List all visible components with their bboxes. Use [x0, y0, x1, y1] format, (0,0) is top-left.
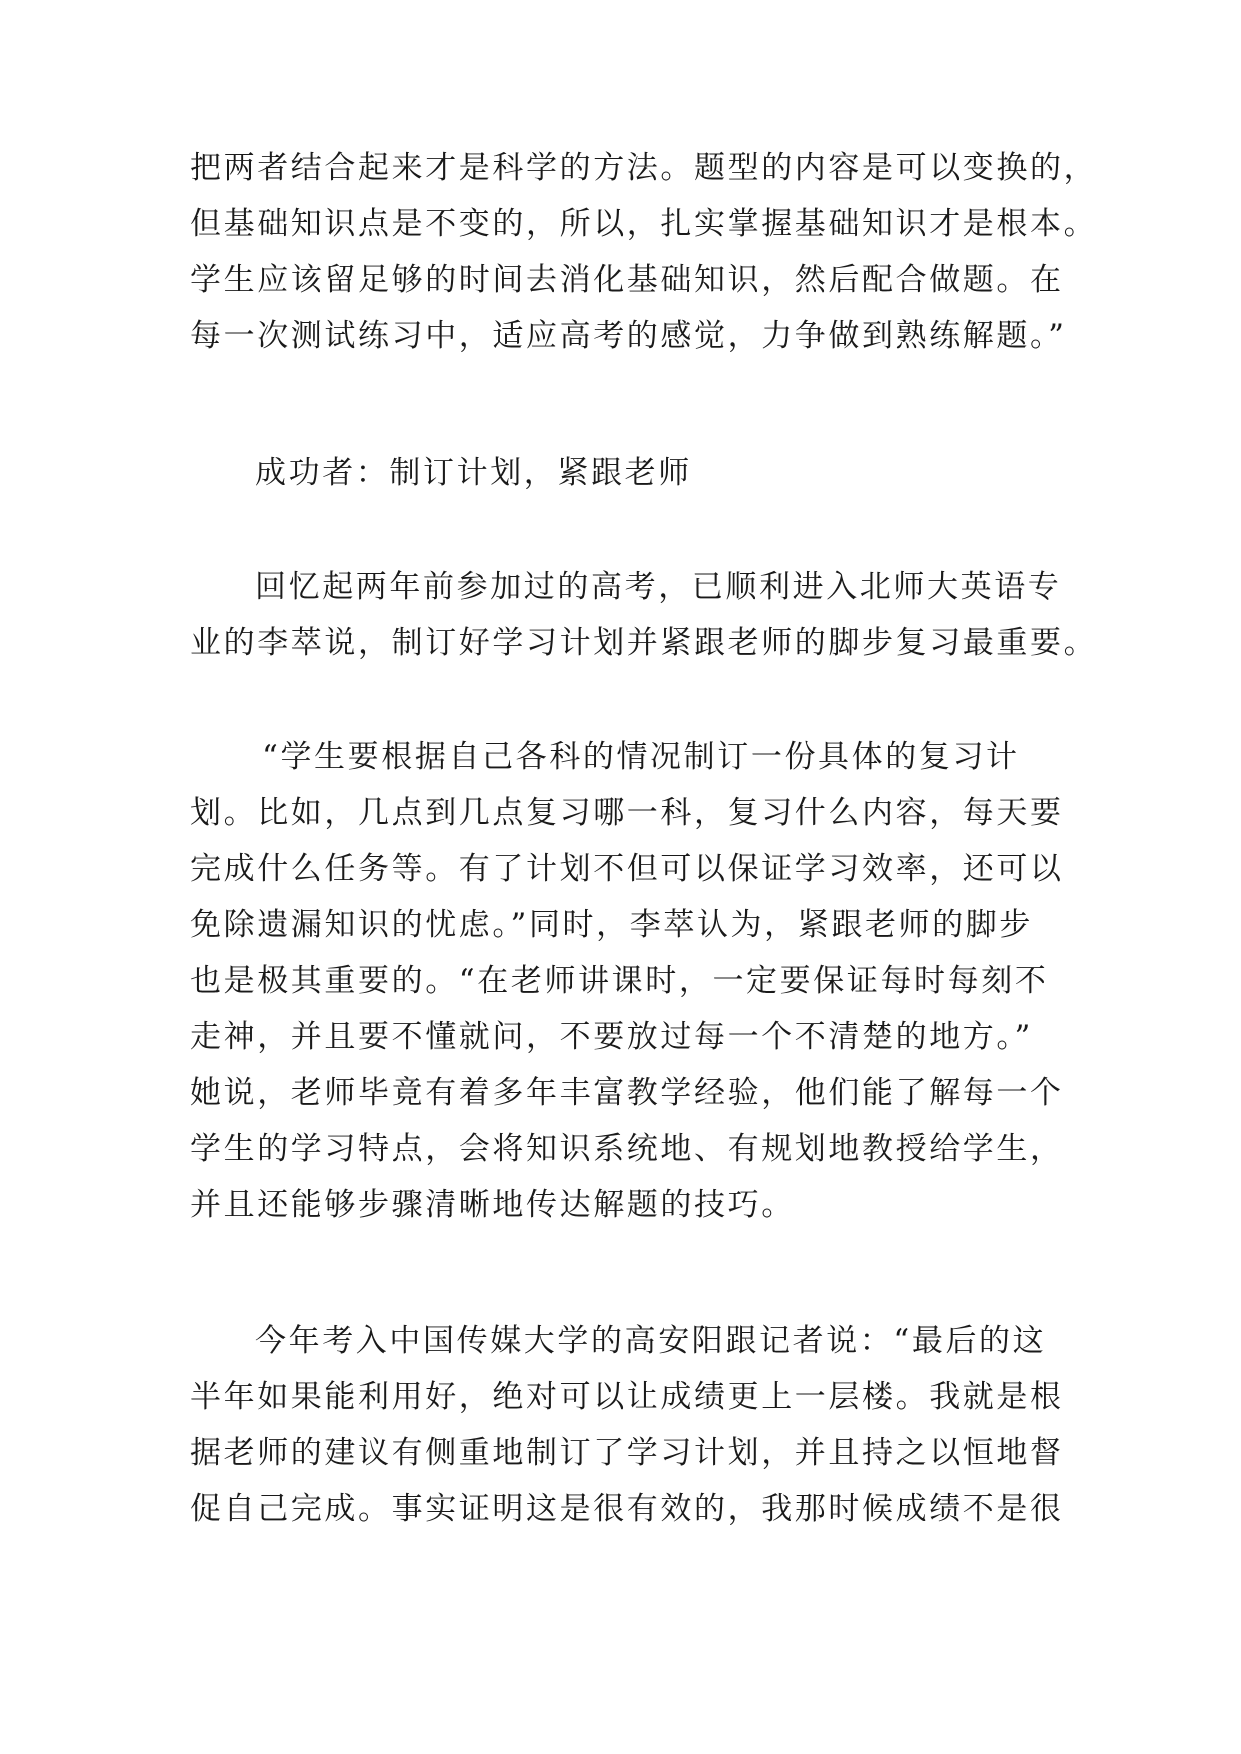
text-line: 但基础知识点是不变的，所以，扎实掌握基础知识才是根本。	[190, 206, 1098, 242]
text-line: 免除遗漏知识的忧虑。”同时，李萃认为，紧跟老师的脚步	[190, 907, 1033, 943]
text-line: 据老师的建议有侧重地制订了学习计划，并且持之以恒地督	[190, 1435, 1064, 1471]
text-line: 走神，并且要不懂就问，不要放过每一个不清楚的地方。”	[190, 1019, 1033, 1055]
text-line: 把两者结合起来才是科学的方法。题型的内容是可以变换的，	[190, 150, 1098, 186]
text-line: 回忆起两年前参加过的高考，已顺利进入北师大英语专	[255, 569, 1062, 605]
text-line: 半年如果能利用好，绝对可以让成绩更上一层楼。我就是根	[190, 1379, 1064, 1415]
text-line: 完成什么任务等。有了计划不但可以保证学习效率，还可以	[190, 851, 1064, 887]
text-line: 促自己完成。事实证明这是很有效的，我那时候成绩不是很	[190, 1491, 1064, 1527]
text-line: 业的李萃说，制订好学习计划并紧跟老师的脚步复习最重要。	[190, 625, 1098, 661]
text-line: 每一次测试练习中，适应高考的感觉，力争做到熟练解题。”	[190, 318, 1067, 354]
text-line: 划。比如，几点到几点复习哪一科，复习什么内容，每天要	[190, 795, 1064, 831]
text-line: 并且还能够步骤清晰地传达解题的技巧。	[190, 1187, 795, 1223]
text-line: 也是极其重要的。“在老师讲课时，一定要保证每时每刻不	[190, 963, 1049, 999]
text-line: 今年考入中国传媒大学的高安阳跟记者说：“最后的这	[255, 1323, 1047, 1359]
text-line: 学生应该留足够的时间去消化基础知识，然后配合做题。在	[190, 262, 1064, 298]
text-line: 她说，老师毕竟有着多年丰富教学经验，他们能了解每一个	[190, 1075, 1064, 1111]
text-line: 学生的学习特点，会将知识系统地、有规划地教授给学生，	[190, 1131, 1064, 1167]
text-line: “学生要根据自己各科的情况制订一份具体的复习计	[262, 739, 1020, 775]
section-heading: 成功者：制订计划，紧跟老师	[255, 455, 692, 491]
